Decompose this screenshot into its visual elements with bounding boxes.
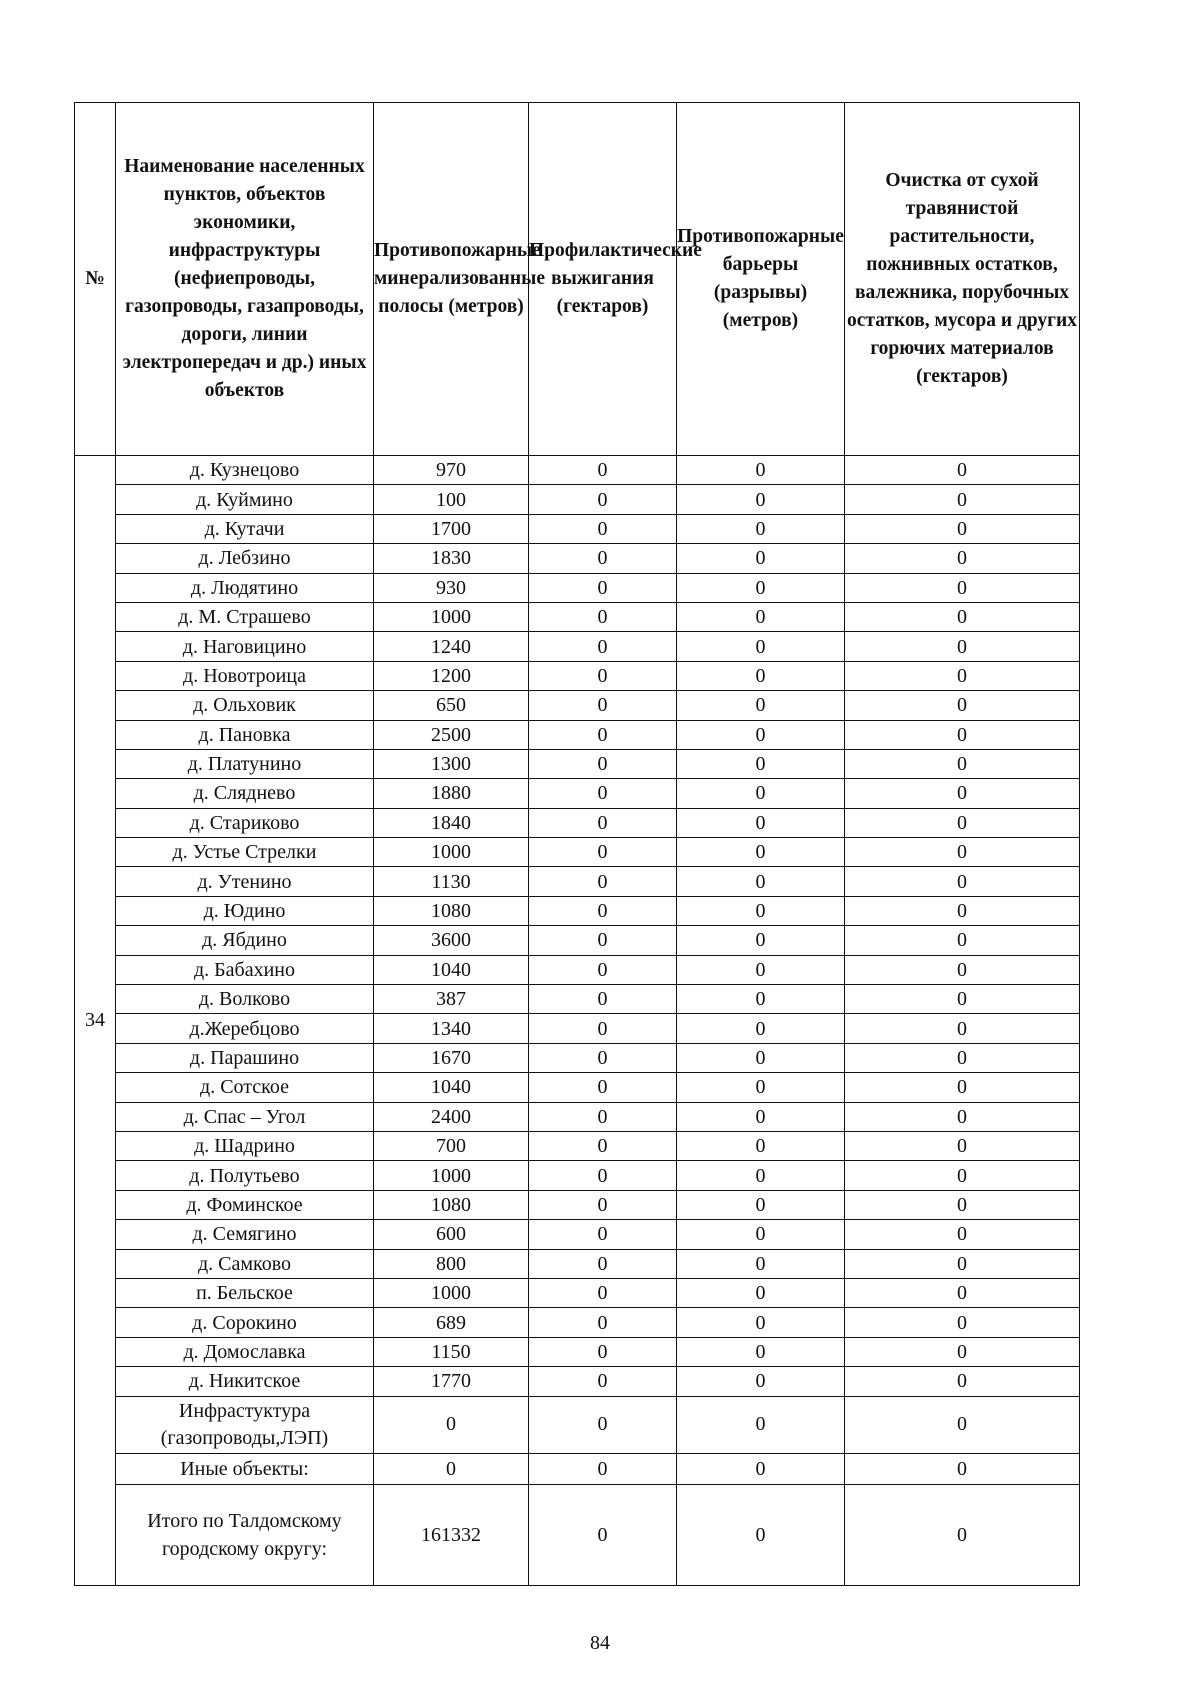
- value-cell: 0: [677, 1043, 845, 1072]
- value-cell: 0: [529, 1337, 677, 1366]
- table-row: [75, 1190, 1080, 1219]
- value-cell: 1670: [374, 1043, 529, 1072]
- value-cell: 0: [529, 1453, 677, 1484]
- value-cell: 0: [529, 955, 677, 984]
- table-row: [75, 1278, 1080, 1307]
- value-cell: 0: [845, 1073, 1080, 1102]
- value-cell: 0: [529, 573, 677, 602]
- settlement-name-cell: д. Наговицино: [116, 632, 374, 661]
- value-cell: 0: [845, 1249, 1080, 1278]
- value-cell: 0: [529, 1043, 677, 1072]
- table-row: [75, 1337, 1080, 1366]
- table-row: [75, 779, 1080, 808]
- value-cell: 0: [529, 1367, 677, 1396]
- value-cell: 0: [677, 1249, 845, 1278]
- settlement-name-cell: д. Кутачи: [116, 514, 374, 543]
- value-cell: 0: [529, 514, 677, 543]
- value-cell: 0: [845, 1220, 1080, 1249]
- table-row: [75, 1014, 1080, 1043]
- value-cell: 0: [677, 456, 845, 485]
- value-cell: 650: [374, 691, 529, 720]
- value-cell: 0: [845, 749, 1080, 778]
- total-row: [75, 1484, 1080, 1585]
- value-cell: 0: [677, 808, 845, 837]
- value-cell: 0: [845, 896, 1080, 925]
- value-cell: 0: [845, 456, 1080, 485]
- settlement-name-cell: д. Сляднево: [116, 779, 374, 808]
- header-cleaning: Очистка от сухой травянистой растительности, пожнивных остатков, валежника, порубочных остатков, мусора и других горючих материалов (гектаров): [845, 103, 1080, 456]
- value-cell: 0: [529, 867, 677, 896]
- value-cell: 0: [529, 1249, 677, 1278]
- settlement-name-cell: д. Сотское: [116, 1073, 374, 1102]
- value-cell: 0: [529, 456, 677, 485]
- value-cell: 0: [529, 720, 677, 749]
- settlement-name-cell: д. Юдино: [116, 896, 374, 925]
- value-cell: 0: [845, 779, 1080, 808]
- value-cell: 3600: [374, 926, 529, 955]
- settlement-name-cell: д. Семягино: [116, 1220, 374, 1249]
- value-cell: 0: [845, 573, 1080, 602]
- value-cell: 0: [677, 985, 845, 1014]
- settlement-name-cell: д. Утенино: [116, 867, 374, 896]
- value-cell: 0: [677, 1484, 845, 1585]
- value-cell: 0: [845, 1278, 1080, 1307]
- value-cell: 0: [374, 1453, 529, 1484]
- value-cell: 1340: [374, 1014, 529, 1043]
- table-row: [75, 544, 1080, 573]
- value-cell: 0: [845, 838, 1080, 867]
- value-cell: 2400: [374, 1102, 529, 1131]
- value-cell: 0: [845, 926, 1080, 955]
- value-cell: 930: [374, 573, 529, 602]
- table-row: [75, 1220, 1080, 1249]
- value-cell: 1080: [374, 896, 529, 925]
- table-row: [75, 1131, 1080, 1160]
- settlement-name-cell: д. Новотроица: [116, 661, 374, 690]
- value-cell: 0: [845, 1161, 1080, 1190]
- value-cell: 0: [845, 1131, 1080, 1160]
- table-row: [75, 1161, 1080, 1190]
- value-cell: 1830: [374, 544, 529, 573]
- value-cell: 1880: [374, 779, 529, 808]
- header-mineralized-strips: Противопожарные минерализованные полосы (метров): [374, 103, 529, 456]
- table-row: [75, 632, 1080, 661]
- table-row: [75, 1073, 1080, 1102]
- table-row: [75, 661, 1080, 690]
- value-cell: 0: [845, 544, 1080, 573]
- value-cell: 0: [529, 1190, 677, 1219]
- value-cell: 0: [677, 1396, 845, 1453]
- table-body: [75, 456, 1080, 1586]
- table-row: [75, 485, 1080, 514]
- value-cell: 0: [845, 1308, 1080, 1337]
- page-number: 84: [590, 1632, 610, 1654]
- value-cell: 0: [529, 1131, 677, 1160]
- value-cell: 0: [677, 602, 845, 631]
- value-cell: 1000: [374, 838, 529, 867]
- value-cell: 0: [845, 514, 1080, 543]
- value-cell: 0: [677, 632, 845, 661]
- value-cell: 0: [529, 544, 677, 573]
- value-cell: 1040: [374, 1073, 529, 1102]
- value-cell: 0: [845, 955, 1080, 984]
- value-cell: 0: [677, 1367, 845, 1396]
- value-cell: 0: [677, 838, 845, 867]
- table-row: [75, 926, 1080, 955]
- value-cell: 1000: [374, 1278, 529, 1307]
- value-cell: 2500: [374, 720, 529, 749]
- settlement-name-cell: д. Пановка: [116, 720, 374, 749]
- value-cell: 0: [677, 1453, 845, 1484]
- other-objects-row: [75, 1453, 1080, 1484]
- value-cell: 0: [845, 1367, 1080, 1396]
- value-cell: 0: [845, 1484, 1080, 1585]
- settlement-name-cell: д. Шадрино: [116, 1131, 374, 1160]
- settlement-name-cell: д. Стариково: [116, 808, 374, 837]
- value-cell: 0: [529, 749, 677, 778]
- value-cell: 0: [529, 691, 677, 720]
- value-cell: 0: [529, 1161, 677, 1190]
- value-cell: 0: [529, 926, 677, 955]
- header-object-name: Наименование населенных пунктов, объектов экономики, инфраструктуры (нефиепроводы, газопроводы, газапроводы, дороги, линии электропередач и др.) иных объектов: [116, 103, 374, 456]
- table-row: [75, 691, 1080, 720]
- value-cell: 0: [677, 749, 845, 778]
- value-cell: 0: [845, 1014, 1080, 1043]
- value-cell: 0: [677, 485, 845, 514]
- value-cell: 0: [845, 1337, 1080, 1366]
- value-cell: 1080: [374, 1190, 529, 1219]
- value-cell: 0: [529, 485, 677, 514]
- value-cell: 0: [845, 720, 1080, 749]
- value-cell: 0: [529, 1102, 677, 1131]
- table-row: [75, 456, 1080, 485]
- settlement-name-cell: д. Парашино: [116, 1043, 374, 1072]
- table-row: [75, 867, 1080, 896]
- value-cell: 0: [677, 867, 845, 896]
- value-cell: 0: [845, 485, 1080, 514]
- value-cell: 0: [529, 808, 677, 837]
- value-cell: 0: [677, 1014, 845, 1043]
- value-cell: 0: [677, 720, 845, 749]
- fire-prevention-table: [74, 102, 1080, 1586]
- value-cell: 0: [845, 632, 1080, 661]
- value-cell: 1150: [374, 1337, 529, 1366]
- value-cell: 0: [677, 514, 845, 543]
- value-cell: 0: [845, 1396, 1080, 1453]
- table-row: [75, 1043, 1080, 1072]
- table-row: [75, 985, 1080, 1014]
- settlement-name-cell: п. Бельское: [116, 1278, 374, 1307]
- table-row: [75, 720, 1080, 749]
- value-cell: 689: [374, 1308, 529, 1337]
- value-cell: 1200: [374, 661, 529, 690]
- value-cell: 0: [845, 985, 1080, 1014]
- row-number-cell: 34: [75, 456, 116, 1586]
- value-cell: 700: [374, 1131, 529, 1160]
- value-cell: 1840: [374, 808, 529, 837]
- value-cell: 0: [529, 896, 677, 925]
- value-cell: 161332: [374, 1484, 529, 1585]
- table-row: [75, 1308, 1080, 1337]
- settlement-name-cell: д. М. Страшево: [116, 602, 374, 631]
- value-cell: 0: [529, 1220, 677, 1249]
- value-cell: 0: [845, 1453, 1080, 1484]
- value-cell: 0: [677, 1161, 845, 1190]
- value-cell: 1240: [374, 632, 529, 661]
- value-cell: 0: [677, 955, 845, 984]
- value-cell: 0: [677, 691, 845, 720]
- value-cell: 0: [529, 1308, 677, 1337]
- value-cell: 0: [529, 1073, 677, 1102]
- value-cell: 0: [677, 1220, 845, 1249]
- value-cell: 0: [677, 1190, 845, 1219]
- value-cell: 100: [374, 485, 529, 514]
- value-cell: 0: [529, 1014, 677, 1043]
- infrastructure-row: [75, 1396, 1080, 1453]
- table-row: [75, 838, 1080, 867]
- settlement-name-cell: д. Спас – Угол: [116, 1102, 374, 1131]
- value-cell: 0: [845, 867, 1080, 896]
- value-cell: 0: [529, 1396, 677, 1453]
- value-cell: 1000: [374, 602, 529, 631]
- settlement-name-cell: д. Людятино: [116, 573, 374, 602]
- settlement-name-cell: д. Фоминское: [116, 1190, 374, 1219]
- table-row: [75, 602, 1080, 631]
- value-cell: 1040: [374, 955, 529, 984]
- infrastructure-row-label: Инфрастуктура (газопроводы,ЛЭП): [116, 1396, 374, 1453]
- value-cell: 0: [677, 1073, 845, 1102]
- table-row: [75, 1367, 1080, 1396]
- settlement-name-cell: д. Никитское: [116, 1367, 374, 1396]
- value-cell: 600: [374, 1220, 529, 1249]
- value-cell: 800: [374, 1249, 529, 1278]
- settlement-name-cell: д. Бабахино: [116, 955, 374, 984]
- value-cell: 0: [677, 1308, 845, 1337]
- value-cell: 0: [845, 1190, 1080, 1219]
- table-row: [75, 514, 1080, 543]
- value-cell: 0: [845, 602, 1080, 631]
- other-objects-row-label: Иные объекты:: [116, 1453, 374, 1484]
- table-row: [75, 1102, 1080, 1131]
- value-cell: 0: [677, 779, 845, 808]
- value-cell: 0: [677, 573, 845, 602]
- value-cell: 0: [845, 1043, 1080, 1072]
- value-cell: 387: [374, 985, 529, 1014]
- settlement-name-cell: д. Ольховик: [116, 691, 374, 720]
- value-cell: 0: [529, 838, 677, 867]
- value-cell: 0: [845, 661, 1080, 690]
- value-cell: 0: [677, 926, 845, 955]
- header-row: [75, 103, 1080, 456]
- table-row: [75, 896, 1080, 925]
- settlement-name-cell: д.Жеребцово: [116, 1014, 374, 1043]
- value-cell: 1130: [374, 867, 529, 896]
- value-cell: 0: [677, 661, 845, 690]
- value-cell: 0: [677, 1131, 845, 1160]
- value-cell: 0: [677, 1102, 845, 1131]
- value-cell: 0: [677, 1337, 845, 1366]
- value-cell: 0: [529, 661, 677, 690]
- value-cell: 0: [845, 808, 1080, 837]
- settlement-name-cell: д. Волково: [116, 985, 374, 1014]
- value-cell: 0: [845, 691, 1080, 720]
- settlement-name-cell: д. Куймино: [116, 485, 374, 514]
- value-cell: 0: [374, 1396, 529, 1453]
- settlement-name-cell: д. Кузнецово: [116, 456, 374, 485]
- value-cell: 0: [677, 896, 845, 925]
- value-cell: 0: [677, 1278, 845, 1307]
- header-number: №: [75, 103, 116, 456]
- table-row: [75, 573, 1080, 602]
- value-cell: 0: [529, 602, 677, 631]
- value-cell: 0: [529, 779, 677, 808]
- value-cell: 0: [529, 632, 677, 661]
- value-cell: 1000: [374, 1161, 529, 1190]
- settlement-name-cell: д. Сорокино: [116, 1308, 374, 1337]
- settlement-name-cell: д. Лебзино: [116, 544, 374, 573]
- value-cell: 1700: [374, 514, 529, 543]
- value-cell: 970: [374, 456, 529, 485]
- settlement-name-cell: д. Ябдино: [116, 926, 374, 955]
- table-row: [75, 955, 1080, 984]
- value-cell: 0: [845, 1102, 1080, 1131]
- table-row: [75, 1249, 1080, 1278]
- table-row: [75, 749, 1080, 778]
- header-fire-barriers: Противопожарные барьеры (разрывы) (метров): [677, 103, 845, 456]
- settlement-name-cell: д. Самково: [116, 1249, 374, 1278]
- value-cell: 1770: [374, 1367, 529, 1396]
- value-cell: 0: [529, 985, 677, 1014]
- table-row: [75, 808, 1080, 837]
- value-cell: 0: [529, 1278, 677, 1307]
- settlement-name-cell: д. Платунино: [116, 749, 374, 778]
- settlement-name-cell: д. Домославка: [116, 1337, 374, 1366]
- settlement-name-cell: д. Устье Стрелки: [116, 838, 374, 867]
- header-preventive-burning: Профилактические выжигания (гектаров): [529, 103, 677, 456]
- value-cell: 0: [677, 544, 845, 573]
- value-cell: 0: [529, 1484, 677, 1585]
- total-row-label: Итого по Талдомскому городскому округу:: [116, 1484, 374, 1585]
- value-cell: 1300: [374, 749, 529, 778]
- settlement-name-cell: д. Полутьево: [116, 1161, 374, 1190]
